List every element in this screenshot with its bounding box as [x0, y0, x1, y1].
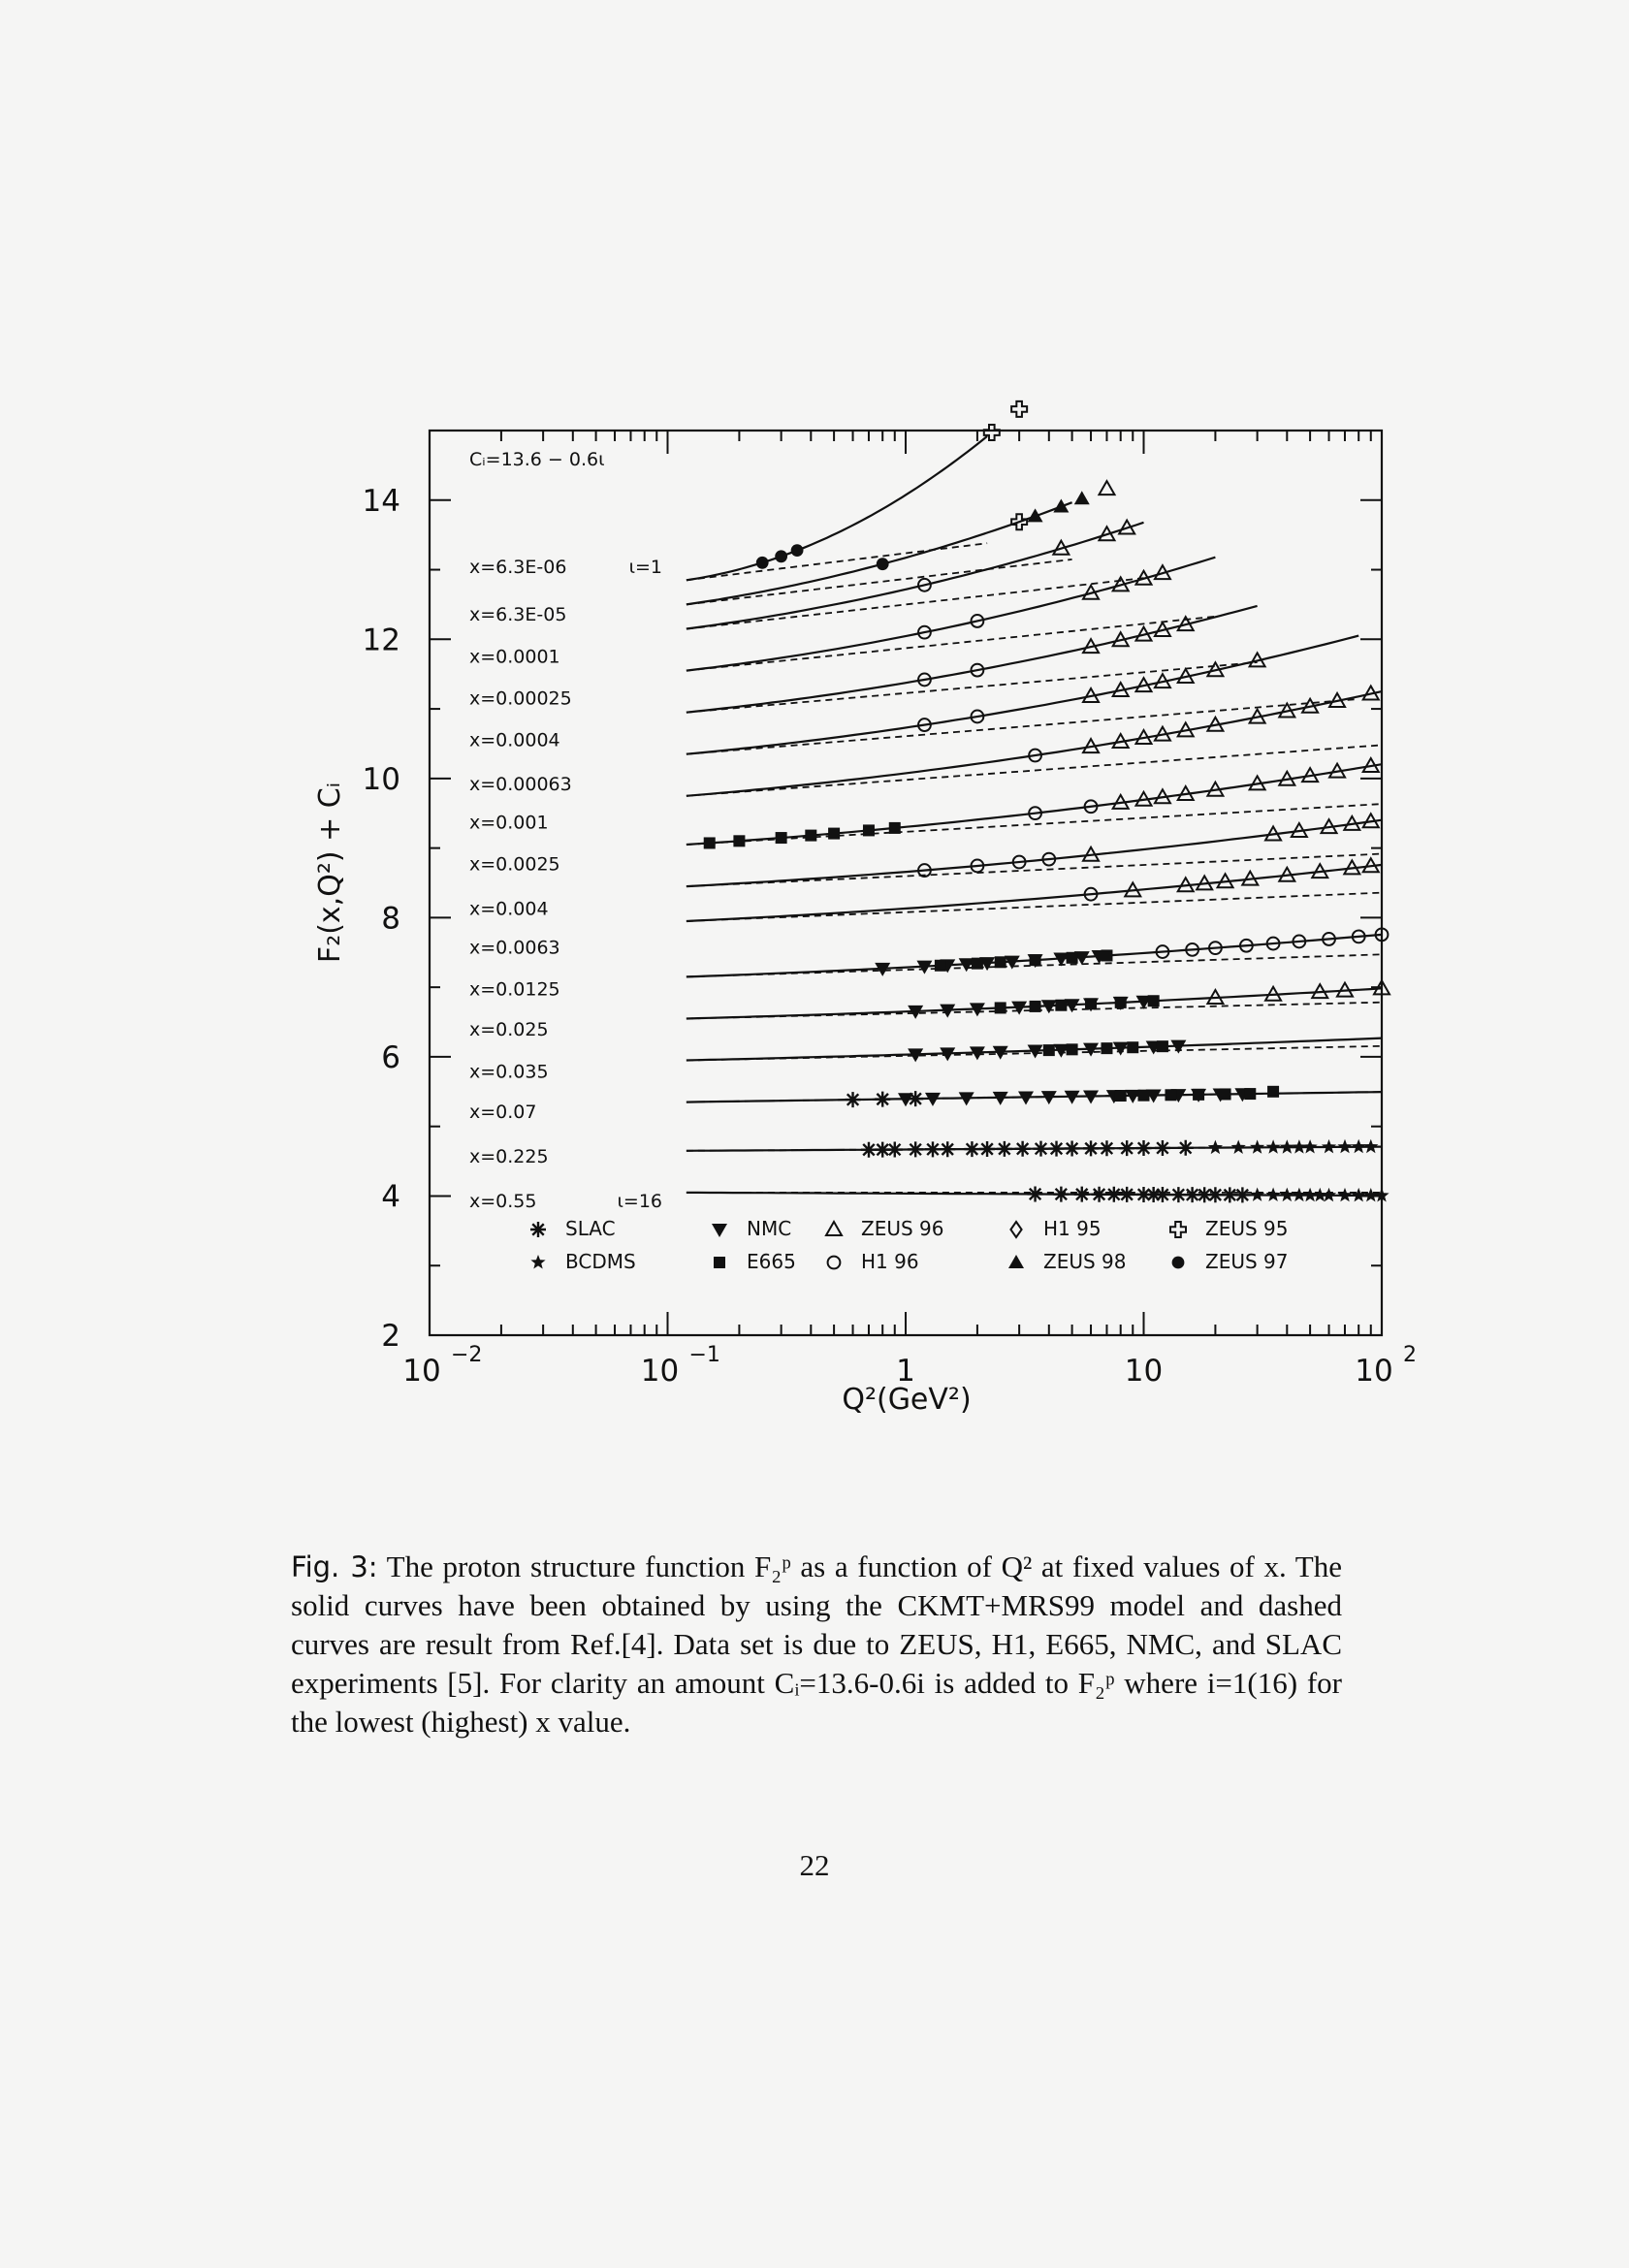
- caption-text: The proton structure function F₂ᵖ as a function of Q² at fixed values of x. The solid curves have been obtained by using the CKMT+MRS99 model and dashed curves are result from Ref.[4]. Data set is due to ZEUS, H1, E665, NMC, and SLAC experiments [5]. For clarity an amount Cᵢ=13.6-0.6i is added to F₂ᵖ where i=1(16) for the lowest (highest) x value.: [291, 1549, 1342, 1739]
- marker-e665: [1115, 997, 1127, 1008]
- marker-bcdms: [1352, 1188, 1366, 1202]
- marker-e665: [1193, 1089, 1204, 1101]
- marker-e665: [1055, 1000, 1067, 1011]
- caption-lead: Fig. 3:: [291, 1550, 378, 1583]
- marker-slac: [1092, 1187, 1107, 1202]
- marker-e665: [1220, 1088, 1231, 1100]
- marker-e665: [995, 1002, 1006, 1013]
- curve-index-15: ι=16: [617, 1190, 662, 1212]
- dashed-curve-8: [687, 854, 1382, 887]
- marker-slac: [887, 1142, 903, 1158]
- marker-slac: [1155, 1140, 1170, 1156]
- solid-curve-3: [687, 558, 1216, 671]
- curve-label-8: x=0.004: [469, 898, 549, 920]
- marker-slac: [1033, 1141, 1048, 1157]
- legend-label-h1-96: H1 96: [861, 1250, 919, 1273]
- marker-e665: [863, 824, 875, 836]
- marker-bcdms: [1266, 1139, 1281, 1153]
- marker-slac: [1178, 1140, 1194, 1156]
- marker-slac: [908, 1141, 923, 1157]
- marker-slac: [875, 1092, 890, 1107]
- marker-e665: [828, 828, 840, 840]
- marker-slac: [1053, 1187, 1069, 1202]
- marker-zeus97: [756, 557, 769, 569]
- marker-slac: [1119, 1187, 1134, 1202]
- x-axis-label: Q²(GeV²): [842, 1383, 972, 1417]
- curve-label-12: x=0.035: [469, 1061, 549, 1083]
- curve-label-11: x=0.025: [469, 1019, 549, 1041]
- marker-e665: [1267, 1086, 1279, 1098]
- marker-bcdms: [1266, 1188, 1281, 1202]
- marker-e665: [1127, 1041, 1138, 1053]
- curve-label-5: x=0.00063: [469, 773, 572, 795]
- x-tick-label: 1: [896, 1354, 915, 1389]
- x-tick-exponent: −1: [688, 1343, 720, 1367]
- solid-curve-9: [687, 865, 1382, 921]
- marker-zeus98: [1008, 1255, 1024, 1268]
- curve-label-1: x=6.3E-05: [469, 603, 567, 625]
- marker-zeus97: [1172, 1257, 1185, 1269]
- marker-zeus96: [1099, 481, 1114, 495]
- marker-e665: [1101, 1042, 1112, 1054]
- dashed-curve-3: [687, 617, 1216, 671]
- curve-label-7: x=0.0025: [469, 853, 560, 876]
- marker-e665: [1115, 1090, 1127, 1102]
- dashed-curve-2: [687, 578, 1144, 628]
- marker-bcdms: [1363, 1188, 1378, 1201]
- marker-e665: [1101, 949, 1112, 961]
- marker-slac: [1015, 1141, 1031, 1157]
- legend-label-zeus-95: ZEUS 95: [1205, 1217, 1289, 1240]
- legend-label-h1-95: H1 95: [1043, 1217, 1102, 1240]
- marker-e665: [1030, 1001, 1041, 1012]
- marker-zeus95: [1170, 1222, 1186, 1237]
- legend-label-zeus-96: ZEUS 96: [861, 1217, 944, 1240]
- figure-caption: [291, 1548, 1342, 1741]
- marker-slac: [1028, 1186, 1043, 1201]
- marker-e665: [1157, 1040, 1168, 1052]
- marker-bcdms: [1292, 1188, 1306, 1202]
- dashed-curve-9: [687, 893, 1382, 921]
- marker-zeus95: [1011, 401, 1027, 417]
- marker-bcdms: [1250, 1188, 1264, 1201]
- y-tick-label: 8: [381, 901, 400, 937]
- marker-e665: [1138, 1090, 1150, 1102]
- marker-slac: [530, 1222, 546, 1237]
- marker-bcdms: [530, 1255, 545, 1269]
- x-tick-label: 10: [1124, 1354, 1164, 1389]
- marker-slac: [979, 1141, 995, 1157]
- marker-slac: [846, 1092, 861, 1107]
- solid-curve-1: [687, 502, 1072, 604]
- dashed-curve-5: [687, 699, 1358, 754]
- marker-zeus97: [791, 544, 804, 557]
- marker-bcdms: [1292, 1139, 1306, 1154]
- marker-e665: [1148, 995, 1160, 1006]
- curve-label-9: x=0.0063: [469, 937, 560, 959]
- curve-label-10: x=0.0125: [469, 978, 560, 1001]
- marker-slac: [1065, 1140, 1080, 1156]
- curve-label-6: x=0.001: [469, 812, 549, 834]
- marker-e665: [1165, 1089, 1176, 1101]
- marker-bcdms: [1363, 1139, 1378, 1154]
- marker-zeus97: [877, 558, 889, 570]
- marker-bcdms: [1231, 1140, 1246, 1155]
- marker-e665: [1067, 1043, 1078, 1055]
- marker-slac: [997, 1141, 1012, 1157]
- marker-nmc: [712, 1224, 727, 1237]
- curve-label-2: x=0.0001: [469, 646, 560, 668]
- curve-label-15: x=0.55: [469, 1190, 537, 1212]
- curve-label-4: x=0.0004: [469, 729, 560, 751]
- marker-zeus97: [775, 550, 787, 562]
- curve-label-3: x=0.00025: [469, 687, 572, 710]
- marker-e665: [714, 1257, 725, 1268]
- legend-label-bcdms: BCDMS: [565, 1250, 636, 1273]
- marker-slac: [1234, 1187, 1250, 1202]
- y-tick-label: 12: [362, 623, 400, 658]
- marker-zeus96: [826, 1222, 842, 1235]
- marker-e665: [805, 830, 816, 842]
- y-tick-label: 14: [362, 483, 400, 519]
- marker-slac: [908, 1091, 923, 1106]
- curve-label-0: x=6.3E-06: [469, 556, 567, 578]
- marker-bcdms: [1337, 1139, 1352, 1154]
- y-tick-label: 2: [381, 1319, 400, 1354]
- x-tick-exponent: 2: [1403, 1343, 1417, 1367]
- legend-label-zeus-97: ZEUS 97: [1205, 1250, 1289, 1273]
- curve-label-13: x=0.07: [469, 1101, 537, 1123]
- legend-label-e665: E665: [747, 1250, 796, 1273]
- marker-e665: [995, 956, 1006, 968]
- curve-label-14: x=0.225: [469, 1145, 549, 1167]
- marker-slac: [1074, 1187, 1090, 1202]
- marker-e665: [733, 835, 745, 847]
- dashed-curve-6: [687, 745, 1382, 795]
- legend-label-nmc: NMC: [747, 1217, 792, 1240]
- x-tick-label: 10: [640, 1354, 680, 1389]
- curve-index-0: ι=1: [628, 556, 662, 578]
- marker-bcdms: [1337, 1188, 1352, 1201]
- y-tick-label: 6: [381, 1039, 400, 1075]
- marker-e665: [1244, 1088, 1256, 1100]
- marker-zeus98: [1074, 491, 1090, 504]
- marker-slac: [1049, 1141, 1065, 1157]
- marker-slac: [1136, 1140, 1152, 1156]
- marker-slac: [861, 1142, 877, 1158]
- marker-slac: [1155, 1187, 1170, 1202]
- solid-curve-0: [687, 436, 987, 580]
- marker-slac: [964, 1141, 979, 1157]
- marker-slac: [1207, 1187, 1223, 1202]
- marker-bcdms: [1250, 1139, 1264, 1153]
- marker-slac: [925, 1141, 941, 1157]
- marker-e665: [1043, 1044, 1055, 1056]
- offset-annotation: Cᵢ=13.6 − 0.6ι: [469, 449, 605, 470]
- marker-slac: [1170, 1187, 1186, 1202]
- solid-curve-2: [687, 523, 1144, 629]
- legend-label-zeus-98: ZEUS 98: [1043, 1250, 1127, 1273]
- marker-e665: [1085, 998, 1097, 1009]
- x-tick-label: 10: [1355, 1354, 1393, 1389]
- legend-label-slac: SLAC: [565, 1217, 616, 1240]
- x-tick-exponent: −2: [451, 1343, 483, 1367]
- marker-e665: [1067, 952, 1078, 964]
- dashed-curve-7: [687, 804, 1382, 845]
- marker-e665: [889, 822, 901, 834]
- marker-bcdms: [1303, 1139, 1318, 1153]
- marker-h196: [828, 1257, 841, 1269]
- marker-slac: [940, 1141, 955, 1157]
- marker-e665: [972, 958, 983, 970]
- marker-slac: [1119, 1140, 1134, 1156]
- x-tick-label: 10: [402, 1354, 441, 1389]
- marker-slac: [1083, 1140, 1099, 1156]
- marker-bcdms: [1322, 1139, 1336, 1154]
- marker-bcdms: [1280, 1139, 1294, 1154]
- marker-e665: [704, 837, 716, 848]
- y-tick-label: 10: [362, 761, 400, 797]
- page-number: 22: [799, 1848, 830, 1882]
- plot-layer: [363, 401, 1417, 1389]
- marker-slac: [1099, 1140, 1114, 1156]
- marker-e665: [935, 960, 946, 972]
- y-axis-label: F₂(x,Q²) + Cᵢ: [313, 782, 347, 964]
- marker-bcdms: [1208, 1140, 1223, 1155]
- marker-e665: [1030, 954, 1041, 966]
- marker-bcdms: [1352, 1139, 1366, 1153]
- marker-h195: [1010, 1222, 1021, 1237]
- y-tick-label: 4: [381, 1179, 400, 1215]
- marker-bcdms: [1280, 1188, 1294, 1202]
- marker-e665: [776, 832, 787, 844]
